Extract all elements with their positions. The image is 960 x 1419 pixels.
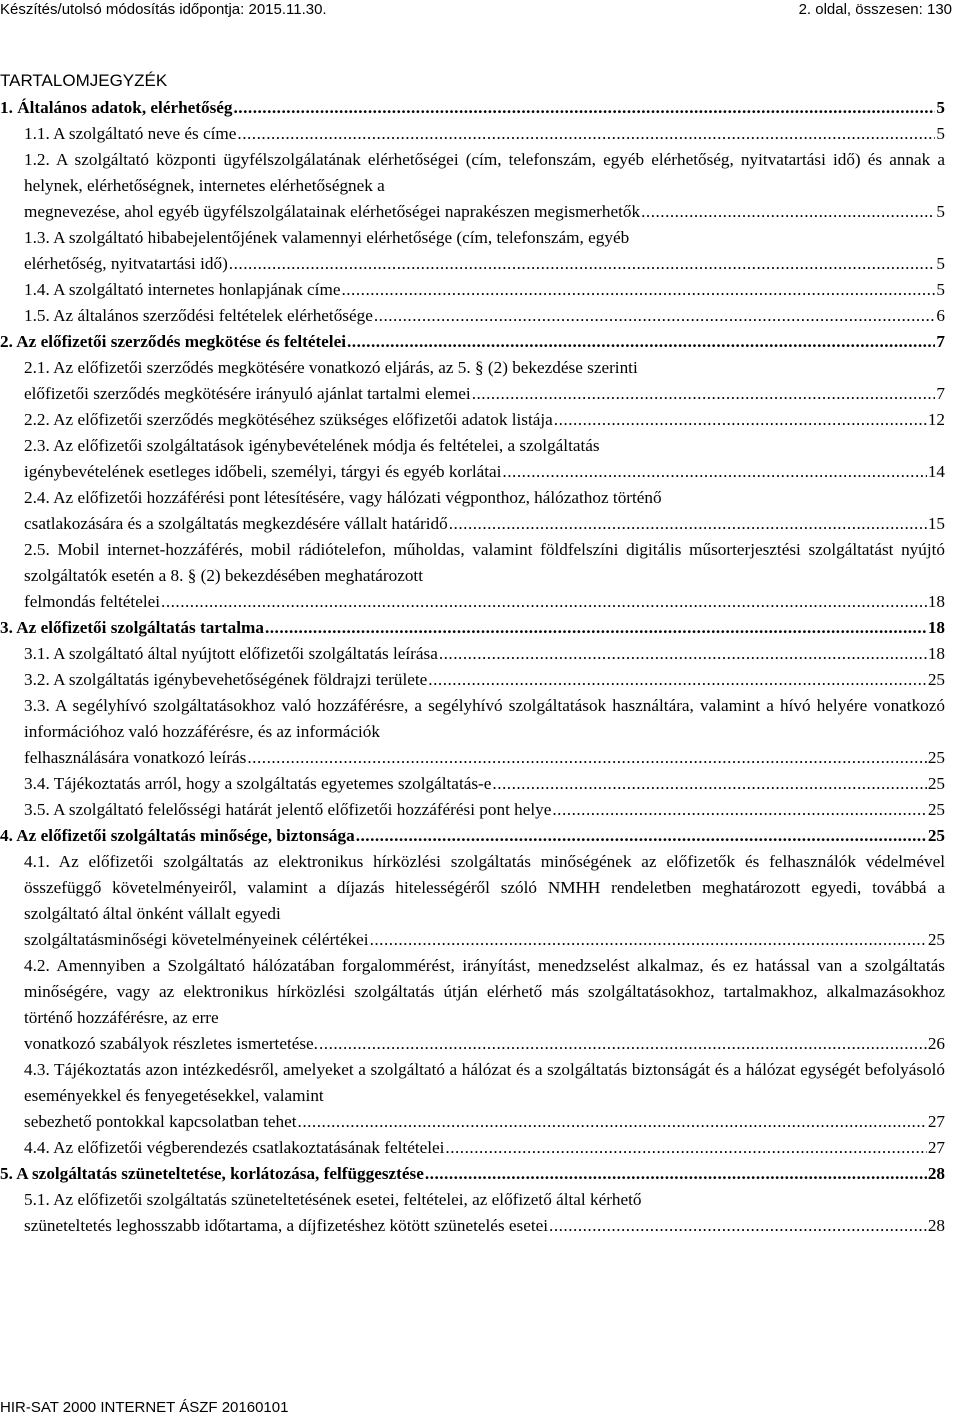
toc-entry[interactable] [0, 407, 945, 433]
toc-entry[interactable] [0, 667, 945, 693]
toc-entry-title: 3.1. A szolgáltató által nyújtott előfizetői szolgáltatás leírása [24, 644, 438, 663]
page-footer: HIR-SAT 2000 INTERNET ÁSZF 20160101 [0, 1399, 289, 1416]
toc-entry-title: 3.2. A szolgáltatás igénybevehetőségének földrajzi területe [24, 670, 428, 689]
toc-page-number: 7 [936, 332, 945, 351]
toc-leader-dots [356, 823, 927, 849]
toc-entry-title: 1.4. A szolgáltató internetes honlapjának címe [24, 280, 341, 299]
toc-page-number: 6 [936, 306, 945, 325]
toc-leader-dots [492, 771, 926, 797]
toc-entry-line [0, 329, 945, 355]
toc-entry-line [24, 641, 945, 667]
toc-entry-text: 4.2. Amennyiben a Szolgáltató hálózatában forgalommérést, irányítást, menedzselést alkalmaz, és ez hatással van a szolgáltatás minőségére, vagy az elektronikus hírközlési szolgáltatás útján elérhető más szolgáltatásokhoz, tartalmakhoz, alkalmazásokhoz történő hozzáférésre, az erre [24, 956, 945, 1027]
toc-entry-title: 1.5. Az általános szerződési feltételek elérhetősége [24, 306, 373, 325]
toc-entry[interactable] [0, 121, 945, 147]
toc-page-number: 27 [927, 1112, 945, 1131]
toc-entry-line [24, 121, 945, 147]
toc-page-number: 25 [927, 800, 945, 819]
toc-page-number: 28 [927, 1164, 945, 1183]
toc-entry[interactable] [0, 797, 945, 823]
toc-page-number: 25 [927, 670, 945, 689]
toc-page-number: 25 [927, 774, 945, 793]
toc-entry[interactable] [0, 1057, 945, 1135]
toc-entry[interactable] [0, 433, 945, 485]
page-header [0, 0, 960, 20]
toc-entry[interactable] [0, 953, 945, 1057]
toc-page-number: 25 [927, 930, 945, 949]
toc-entry[interactable] [0, 95, 945, 121]
toc-leader-dots [374, 303, 936, 329]
toc-leader-dots [428, 667, 927, 693]
toc-entry-line [24, 251, 945, 277]
toc-entry-line [24, 771, 945, 797]
toc-entry-text: 2.1. Az előfizetői szerződés megkötésére vonatkozó eljárás, az 5. § (2) bekezdése szerinti [24, 358, 638, 377]
toc-entry-title: csatlakozására és a szolgáltatás megkezdésére vállalt határidő [24, 514, 448, 533]
toc-leader-dots [445, 1135, 926, 1161]
toc-entry[interactable] [0, 329, 945, 355]
toc-entry-text: 1.2. A szolgáltató központi ügyfélszolgálatának elérhetőségei (cím, telefonszám, egyéb elérhetőség, nyitvatartási idő) és annak a helynek, elérhetőségnek, internetes elérhetőségnek a [24, 150, 945, 195]
toc-page-number: 5 [936, 98, 945, 117]
toc-entry-line [24, 667, 945, 693]
toc-entry-title: elérhetőség, nyitvatartási idő) [24, 254, 228, 273]
toc-page-number: 7 [936, 384, 945, 403]
toc-entry[interactable] [0, 303, 945, 329]
toc-entry-text: 2.3. Az előfizetői szolgáltatások igénybevételének módja és feltételei, a szolgáltatás [24, 436, 600, 455]
toc-entry-title: 3.5. A szolgáltató felelősségi határát jelentő előfizetői hozzáférési pont helye [24, 800, 552, 819]
toc-entry[interactable] [0, 641, 945, 667]
table-of-contents [0, 95, 945, 1239]
toc-entry-line [24, 199, 945, 225]
toc-entry-title: 2. Az előfizetői szerződés megkötése és feltételei [0, 332, 346, 351]
toc-entry-line [24, 459, 945, 485]
toc-page-number: 5 [936, 280, 945, 299]
toc-page-number: 5 [936, 202, 945, 221]
toc-entry-text: 2.4. Az előfizetői hozzáférési pont létesítésére, vagy hálózati végponthoz, hálózathoz történő [24, 488, 662, 507]
toc-entry-text: 3.3. A segélyhívó szolgáltatásokhoz való hozzáférésre, a segélyhívó szolgáltatások használtára, valamint a hívó helyére vonatkozó információhoz való hozzáférésre, és az információk [24, 696, 945, 741]
toc-entry-text: 2.5. Mobil internet-hozzáférés, mobil rádiótelefon, műholdas, valamint földfelszíni digitális műsorterjesztési szolgáltatást nyújtó szolgáltatók esetén a 8. § (2) bekezdésében meghatározott [24, 540, 945, 585]
toc-page-number: 25 [927, 748, 945, 767]
toc-entry-title: 1.1. A szolgáltató neve és címe [24, 124, 237, 143]
toc-leader-dots [449, 511, 927, 537]
toc-entry-line [24, 277, 945, 303]
toc-entry-line [24, 797, 945, 823]
toc-leader-dots [247, 745, 926, 771]
toc-page-number: 14 [927, 462, 945, 481]
toc-entry-line [0, 1161, 945, 1187]
toc-entry-title: sebezhető pontokkal kapcsolatban tehet [24, 1112, 297, 1131]
toc-entry-title: felhasználására vonatkozó leírás [24, 748, 247, 767]
toc-entry-line [24, 927, 945, 953]
toc-entry-line [24, 1109, 945, 1135]
toc-page-number: 15 [927, 514, 945, 533]
toc-entry[interactable] [0, 355, 945, 407]
toc-page-number: 26 [927, 1034, 945, 1053]
toc-leader-dots [549, 1213, 927, 1239]
toc-entry[interactable] [0, 1187, 945, 1239]
toc-leader-dots [341, 277, 935, 303]
toc-leader-dots [554, 407, 927, 433]
toc-entry-text: 4.1. Az előfizetői szolgáltatás az elektronikus hírközlési szolgáltatás minőségének az előfizetők és felhasználók védelmével összefüggő követelményeiről, valamint a díjazás hitelességéről szóló NMHH rendeletben meghatározott egyedi, továbbá a szolgáltató által önként vállalt egyedi [24, 852, 945, 923]
toc-entry[interactable] [0, 823, 945, 849]
toc-entry-text: 1.3. A szolgáltató hibabejelentőjének valamennyi elérhetősége (cím, telefonszám, egyéb [24, 228, 630, 247]
toc-leader-dots [298, 1109, 927, 1135]
toc-leader-dots [319, 1031, 927, 1057]
toc-leader-dots [370, 927, 927, 953]
toc-entry[interactable] [0, 615, 945, 641]
toc-leader-dots [641, 199, 935, 225]
toc-entry-title: vonatkozó szabályok részletes ismertetése. [24, 1034, 318, 1053]
toc-entry-line [24, 745, 945, 771]
toc-entry-title: 5. A szolgáltatás szüneteltetése, korlátozása, felfüggesztése [0, 1164, 424, 1183]
toc-entry[interactable] [0, 693, 945, 771]
toc-page-number: 5 [936, 254, 945, 273]
toc-leader-dots [552, 797, 926, 823]
toc-entry[interactable] [0, 771, 945, 797]
toc-entry-line [24, 589, 945, 615]
toc-entry-line [0, 823, 945, 849]
toc-entry-line [24, 1135, 945, 1161]
toc-entry-title: felmondás feltételei [24, 592, 161, 611]
toc-page-number: 25 [927, 826, 945, 845]
toc-entry-line [24, 407, 945, 433]
toc-leader-dots [265, 615, 927, 641]
toc-page-number: 27 [927, 1138, 945, 1157]
toc-page-number: 18 [927, 618, 945, 637]
toc-entry-title: előfizetői szerződés megkötésére irányuló ajánlat tartalmi elemei [24, 384, 471, 403]
toc-entry-title: igénybevételének esetleges időbeli, személyi, tárgyi és egyéb korlátai [24, 462, 502, 481]
toc-entry[interactable] [0, 225, 945, 277]
toc-leader-dots [237, 121, 935, 147]
toc-entry-title: szolgáltatásminőségi követelményeinek célértékei [24, 930, 369, 949]
toc-title: TARTALOMJEGYZÉK [0, 71, 168, 90]
toc-entry[interactable] [0, 1161, 945, 1187]
toc-entry-text: 4.3. Tájékoztatás azon intézkedésről, amelyeket a szolgáltató a hálózat és a szolgáltatás biztonságát és a hálózat egységét befolyásoló eseményekkel és fenyegetésekkel, valamint [24, 1060, 945, 1105]
toc-entry-title: 3.4. Tájékoztatás arról, hogy a szolgáltatás egyetemes szolgáltatás-e [24, 774, 492, 793]
toc-entry-title: megnevezése, ahol egyéb ügyfélszolgálatainak elérhetőségei naprakészen megismerhetők [24, 202, 641, 221]
toc-leader-dots [502, 459, 926, 485]
toc-entry[interactable] [0, 277, 945, 303]
toc-entry-title: 1. Általános adatok, elérhetőség [0, 98, 233, 117]
toc-entry-line [24, 1213, 945, 1239]
toc-entry[interactable] [0, 537, 945, 615]
toc-entry[interactable] [0, 485, 945, 537]
toc-entry-title: 3. Az előfizetői szolgáltatás tartalma [0, 618, 264, 637]
toc-entry-title: szüneteltetés leghosszabb időtartama, a díjfizetéshez kötött szünetelés esetei [24, 1216, 549, 1235]
toc-entry[interactable] [0, 147, 945, 225]
toc-leader-dots [472, 381, 936, 407]
toc-page-number: 28 [927, 1216, 945, 1235]
header-page-count: 2. oldal, összesen: 130 [798, 1, 952, 18]
toc-entry-text: 5.1. Az előfizetői szolgáltatás szüneteltetésének esetei, feltételei, az előfizető által kérhető [24, 1190, 642, 1209]
toc-page-number: 12 [927, 410, 945, 429]
toc-leader-dots [229, 251, 936, 277]
toc-entry-title: 2.2. Az előfizetői szerződés megkötéséhez szükséges előfizetői adatok listája [24, 410, 553, 429]
toc-page-number: 5 [936, 124, 945, 143]
toc-entry-line [0, 615, 945, 641]
toc-entry-line [24, 1031, 945, 1057]
toc-leader-dots [347, 329, 935, 355]
toc-entry[interactable] [0, 849, 945, 953]
toc-leader-dots [439, 641, 927, 667]
toc-entry-title: 4. Az előfizetői szolgáltatás minősége, biztonsága [0, 826, 355, 845]
toc-entry-line [24, 381, 945, 407]
toc-entry-line [0, 95, 945, 121]
toc-page-number: 18 [927, 644, 945, 663]
toc-entry-line [24, 511, 945, 537]
header-timestamp: Készítés/utolsó módosítás időpontja: 2015.11.30. [0, 1, 327, 18]
toc-page-number: 18 [927, 592, 945, 611]
toc-leader-dots [425, 1161, 927, 1187]
toc-entry[interactable] [0, 1135, 945, 1161]
toc-leader-dots [161, 589, 927, 615]
toc-entry-title: 4.4. Az előfizetői végberendezés csatlakoztatásának feltételei [24, 1138, 445, 1157]
toc-entry-line [24, 303, 945, 329]
toc-leader-dots [234, 95, 936, 121]
